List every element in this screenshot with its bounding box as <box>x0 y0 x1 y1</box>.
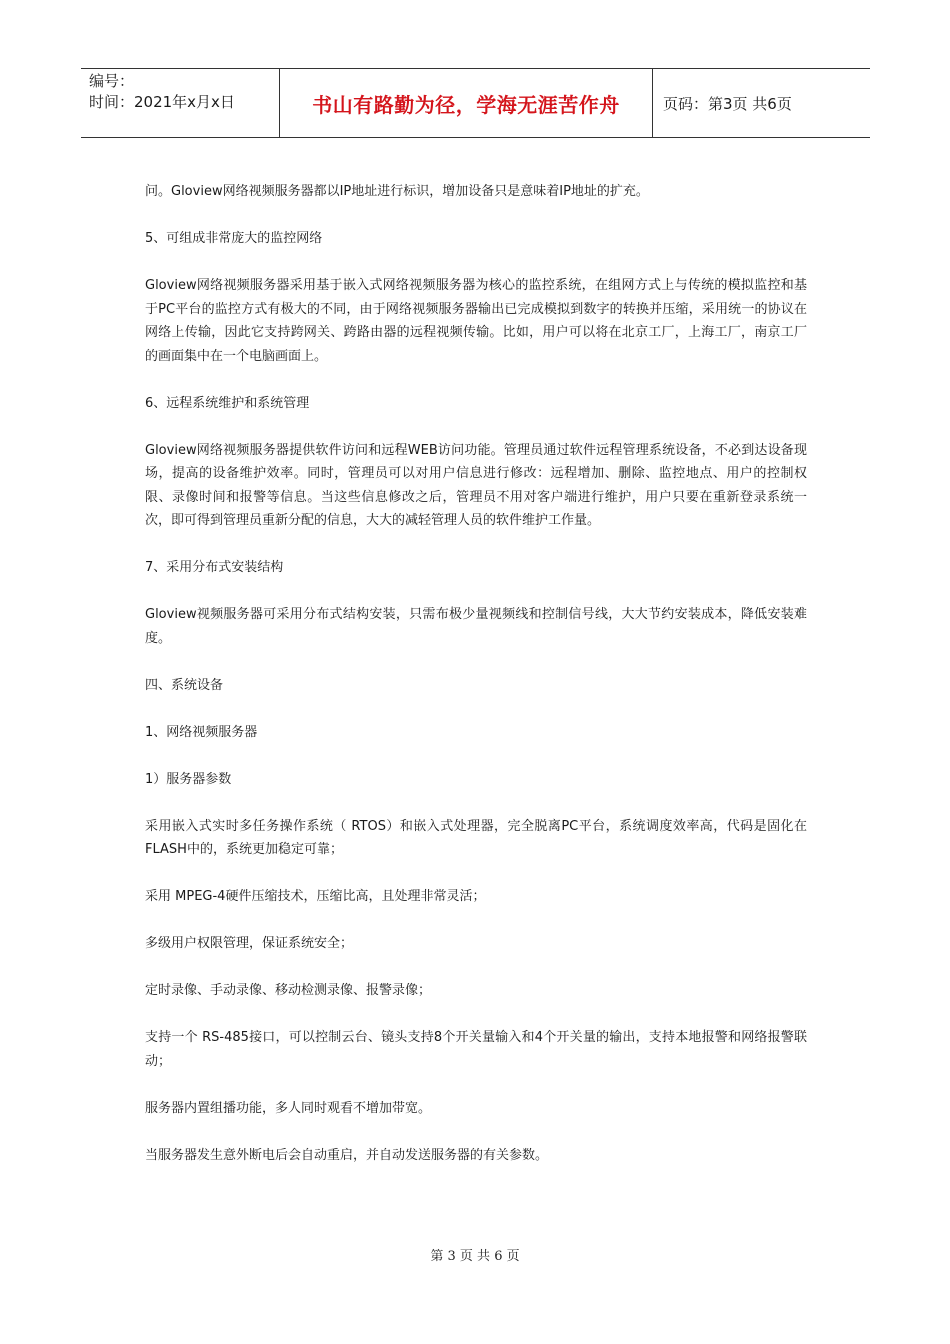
paragraph: 采用 MPEG-4硬件压缩技术，压缩比高，且处理非常灵活； <box>145 889 486 904</box>
page-header <box>81 68 870 138</box>
paragraph: 多级用户权限管理，保证系统安全； <box>145 936 354 951</box>
paragraph: Gloview视频服务器可采用分布式结构安装，只需布极少量视频线和控制信号线，大大节约安装成本，降低安装难度。 <box>145 607 807 646</box>
paragraph: 服务器内置组播功能，多人同时观看不增加带宽。 <box>145 1100 432 1116</box>
paragraph: 支持一个 RS-485接口，可以控制云台、镜头支持8个开关量输入和4个开关量的输出，支持本地报警和网络报警联动； <box>145 1030 807 1069</box>
paragraph: 问。Gloview网络视频服务器都以IP地址进行标识，增加设备只是意味着IP地址的扩充。 <box>145 184 649 199</box>
header-motto: 书山有路勤为径，学海无涯苦作舟 <box>280 69 653 137</box>
document-date-label: 时间：2021年x月x日 <box>89 93 235 111</box>
paragraph: Gloview网络视频服务器提供软件访问和远程WEB访问功能。管理员通过软件远程管理系统设备，不必到达设备现场，提高的设备维护效率。同时，管理员可以对用户信息进行修改：远程增加、删除、监控地点、用户的控制权限、录像时间和报警等信息。当这些信息修改之后，管理员不用对客户端进行维护，用户只要在重新登录系统一次，即可得到管理员重新分配的信息，大大的减轻管理人员的软件维护工作量。 <box>145 442 807 528</box>
section-heading: 6、远程系统维护和系统管理 <box>145 395 310 411</box>
paragraph: 采用嵌入式实时多任务操作系统（ RTOS）和嵌入式处理器，完全脱离PC平台，系统调度效率高，代码是固化在FLASH中的，系统更加稳定可靠； <box>145 818 807 857</box>
paragraph: 当服务器发生意外断电后会自动重启，并自动发送服务器的有关参数。 <box>145 1147 549 1163</box>
section-heading: 1）服务器参数 <box>145 771 232 787</box>
section-heading: 5、可组成非常庞大的监控网络 <box>145 231 323 246</box>
paragraph: 定时录像、手动录像、移动检测录像、报警录像； <box>145 983 432 998</box>
header-page-label: 页码：第3页 共6页 <box>663 94 792 113</box>
paragraph: Gloview网络视频服务器采用基于嵌入式网络视频服务器为核心的监控系统，在组网方式上与传统的模拟监控和基于PC平台的监控方式有极大的不同，由于网络视频服务器输出已完成模拟到数字的转换并压缩，采用统一的协议在网络上传输，因此它支持跨网关、跨路由器的远程视频传输。比如，用户可以将在北京工厂，上海工厂，南京工厂的画面集中在一个电脑画面上。 <box>145 278 807 364</box>
page-footer: 第 3 页 共 6 页 <box>430 1249 520 1264</box>
document-body <box>145 180 807 1191</box>
header-info-cell <box>81 69 280 137</box>
document-number-label: 编号： <box>89 72 135 90</box>
section-heading: 1、网络视频服务器 <box>145 724 258 740</box>
section-heading: 四、系统设备 <box>145 677 224 693</box>
section-heading: 7、采用分布式安装结构 <box>145 560 284 575</box>
